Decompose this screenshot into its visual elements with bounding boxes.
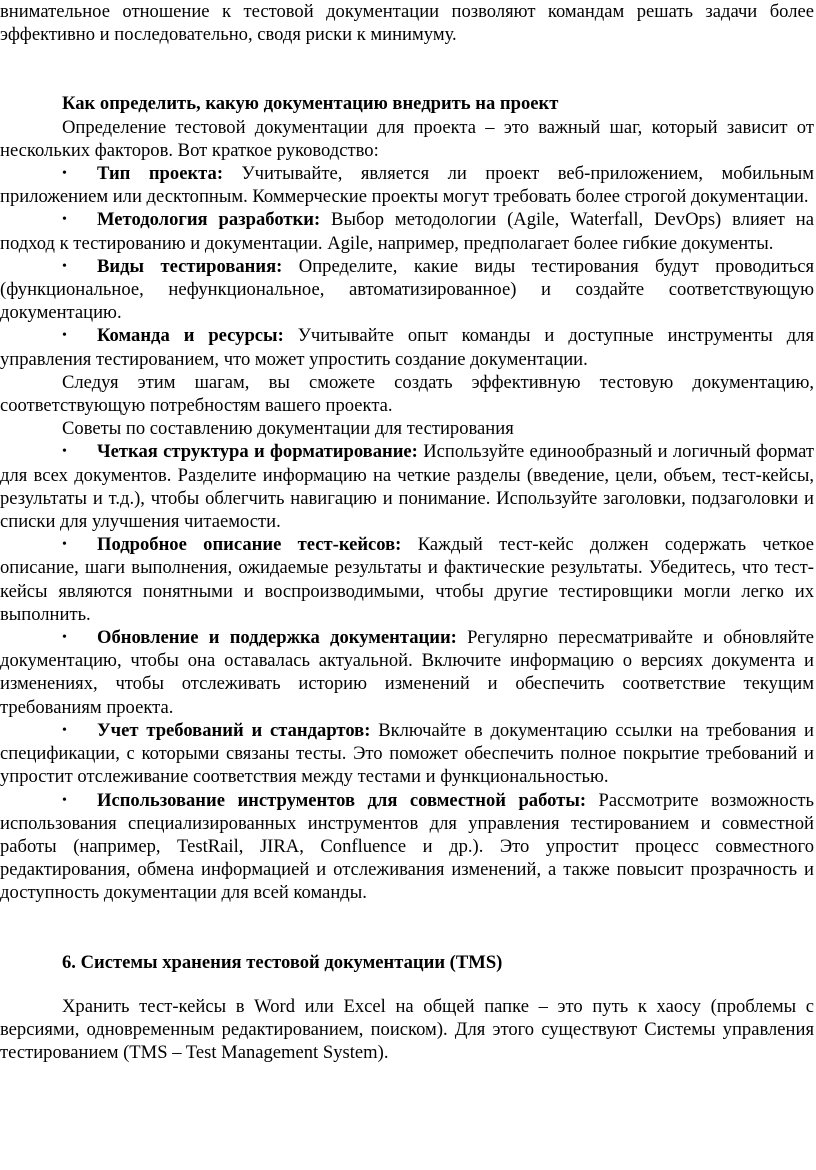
list-item: [0, 789, 814, 905]
list-item: [0, 533, 814, 626]
section2-intro: Советы по составлению документации для тестирования: [62, 418, 514, 440]
list-item-text: Регулярно пересматривайте и обновляйте документацию, чтобы она оставалась актуальной. Включите информацию о версиях документа и изменениях, чтобы отслеживать историю изменений и обеспечить соответствие текущим требованиям проекта.: [0, 627, 814, 718]
list-item: [0, 162, 814, 208]
list-item-title: Подробное описание тест-кейсов:: [97, 534, 402, 556]
list-item: [0, 719, 814, 789]
list-item-title: Методология разработки:: [97, 209, 321, 231]
bullet-icon: •: [62, 537, 67, 553]
list-item-title: Учет требований и стандартов:: [97, 719, 371, 741]
list-item-title: Команда и ресурсы:: [97, 325, 284, 347]
list-item-text: Включайте в документацию ссылки на требования и спецификации, с которыми связаны тесты. Это поможет обеспечить полное покрытие требований и упростит отслеживание соответствия между тестами и функциональностью.: [0, 719, 814, 788]
bullet-icon: •: [62, 630, 67, 646]
list-item-text: Выбор методологии (Agile, Waterfall, DevOps) влияет на подход к тестированию и документации. Agile, например, предполагает более гибкие документы.: [0, 209, 814, 254]
list-item: [0, 626, 814, 719]
section-heading-choose-docs: Как определить, какую документацию внедрить на проект: [62, 93, 559, 115]
list-item-text: Учитывайте, является ли проект веб-приложением, мобильным приложением или десктопным. Коммерческие проекты могут требовать более строгой документации.: [0, 163, 814, 208]
list-item-title: Обновление и поддержка документации:: [97, 627, 457, 649]
list-item-text: Учитывайте опыт команды и доступные инструменты для управления тестированием, что может упростить создание документации.: [0, 325, 814, 370]
list-item-title: Виды тестирования:: [97, 255, 283, 277]
spacer: [0, 905, 814, 951]
section1-conclusion: Следуя этим шагам, вы сможете создать эффективную тестовую документацию, соответствующую потребностям вашего проекта.: [0, 371, 814, 417]
bullet-icon: •: [62, 212, 67, 228]
section1-intro: Определение тестовой документации для проекта – это важный шаг, который зависит от нескольких факторов. Вот краткое руководство:: [0, 116, 814, 161]
section-heading-tms: 6. Системы хранения тестовой документации (TMS): [62, 951, 503, 973]
intro-tail-paragraph: внимательное отношение к тестовой документации позволяют командам решать задачи более эффективно и последовательно, сводя риски к минимуму.: [0, 1, 814, 46]
list-item: [0, 440, 814, 533]
list-item-text: Каждый тест-кейс должен содержать четкое описание, шаги выполнения, ожидаемые результаты и фактические результаты. Убедитесь, что тест-кейсы являются понятными и воспроизводимыми, чтобы другие тестировщики могли легко их выполнить.: [0, 534, 815, 625]
bullet-icon: •: [62, 792, 67, 808]
bullet-icon: •: [62, 444, 67, 460]
spacer: [0, 974, 814, 995]
list-item-title: Четкая структура и форматирование:: [97, 441, 418, 463]
list-item-title: Тип проекта:: [97, 163, 224, 185]
list-item-text: Используйте единообразный и логичный формат для всех документов. Разделите информацию на четкие разделы (введение, цели, объем, тест-кейсы, результаты и т.д.), чтобы облегчить навигацию и понимание. Используйте заголовки, подзаголовки и списки для улучшения читаемости.: [0, 441, 814, 533]
bullet-icon: •: [62, 722, 67, 738]
spacer: [0, 46, 814, 92]
bullet-icon: •: [62, 328, 67, 344]
list-item: [0, 208, 814, 254]
section3-paragraph: Хранить тест-кейсы в Word или Excel на общей папке – это путь к хаосу (проблемы с версиями, одновременным редактированием, поиском). Для этого существуют Системы управления тестированием (TMS – Test Management System).: [0, 995, 814, 1064]
bullet-icon: •: [62, 166, 67, 182]
list-item-title: Использование инструментов для совместной работы:: [97, 789, 587, 811]
list-item-text: Определите, какие виды тестирования будут проводиться (функциональное, нефункциональное, автоматизированное) и создайте соответствующую документацию.: [0, 255, 815, 324]
list-item-text: Рассмотрите возможность использования специализированных инструментов для управления тестированием и совместной работы (например, TestRail, JIRA, Confluence и др.). Это упростит процесс совместного редактирования, обмена информацией и отслеживания изменений, а также повысит прозрачность и доступность документации для всей команды.: [0, 789, 814, 904]
list-item: [0, 255, 814, 325]
bullet-icon: •: [62, 258, 67, 274]
list-item: [0, 324, 814, 370]
